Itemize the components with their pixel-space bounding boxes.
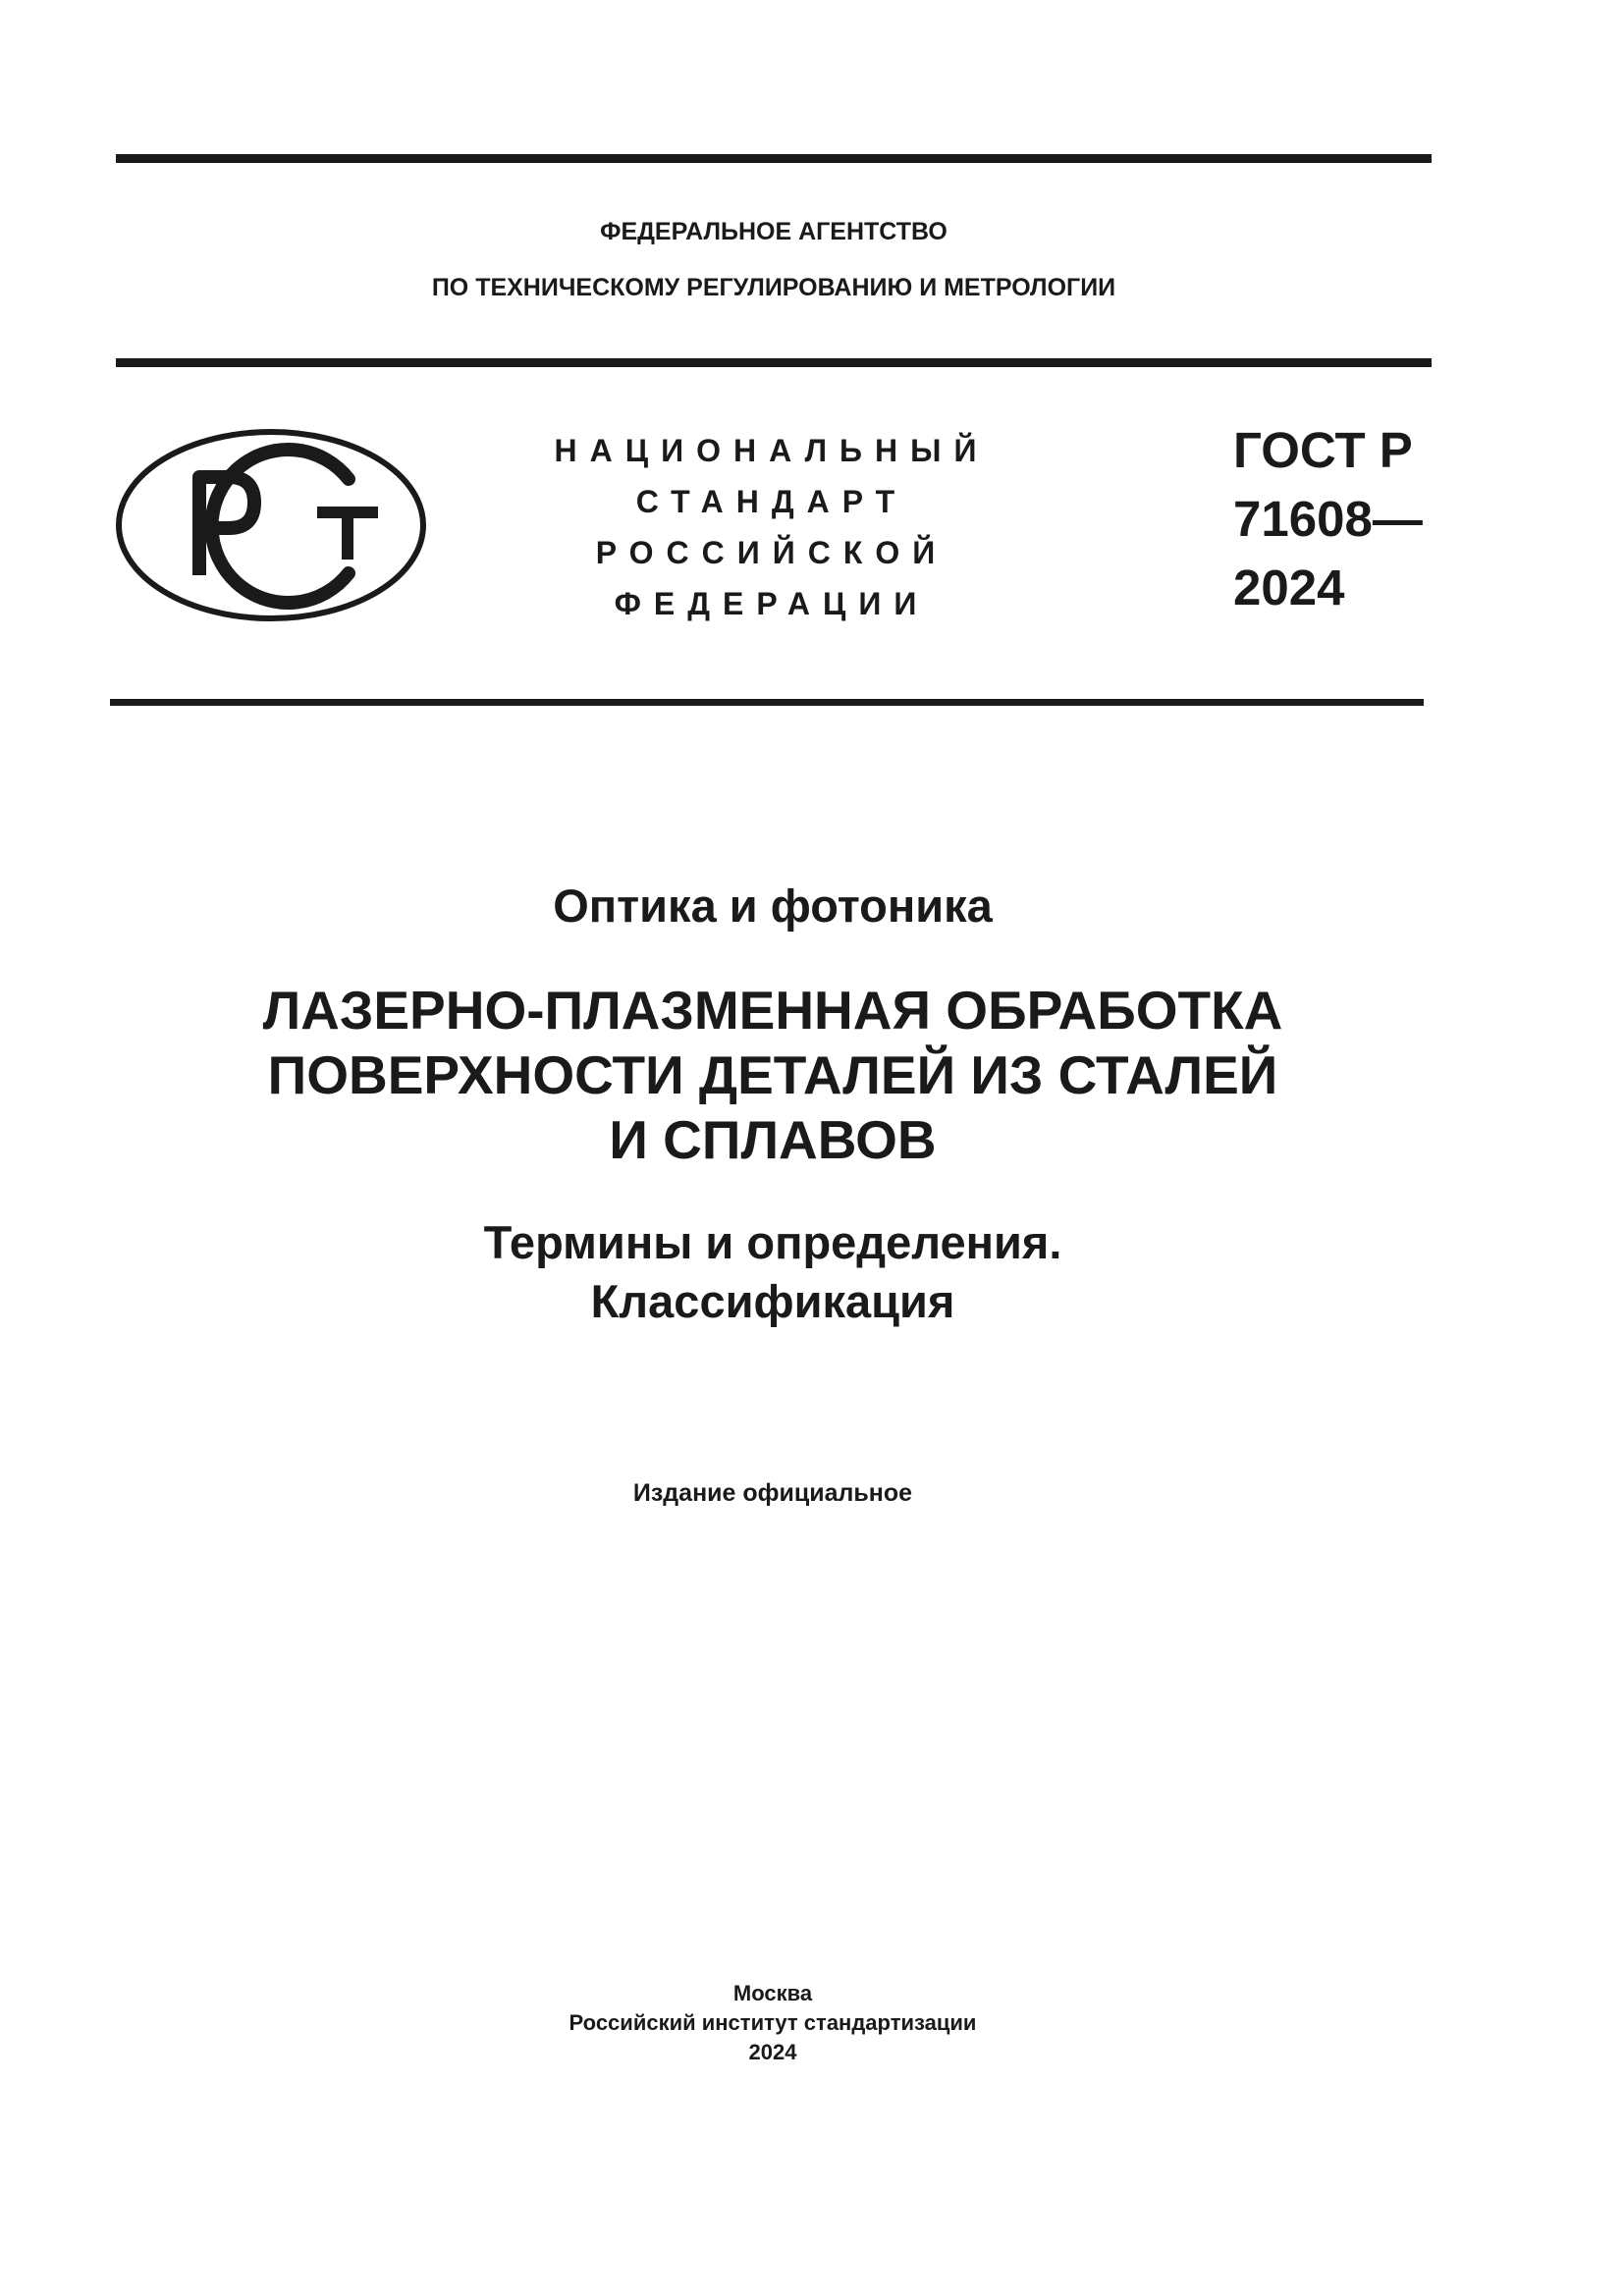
standard-designation bbox=[1233, 416, 1423, 622]
title-line3: И СПЛАВОВ bbox=[609, 1109, 937, 1170]
agency-bottom-rule bbox=[116, 358, 1432, 367]
document-subtitle bbox=[39, 1213, 1506, 1331]
imprint-publisher: Российский институт стандартизации bbox=[568, 2010, 977, 2035]
national-standard-line1: НАЦИОНАЛЬНЫЙ bbox=[554, 433, 990, 468]
title-line2: ПОВЕРХНОСТИ ДЕТАЛЕЙ ИЗ СТАЛЕЙ bbox=[267, 1044, 1278, 1105]
designation-line1: ГОСТ Р bbox=[1233, 422, 1413, 478]
national-standard-line2: СТАНДАРТ bbox=[635, 484, 908, 519]
agency-name-line1: ФЕДЕРАЛЬНОЕ АГЕНТСТВО bbox=[600, 218, 947, 245]
section-heading: Оптика и фотоника bbox=[553, 880, 993, 932]
national-standard-line3: РОССИЙСКОЙ bbox=[595, 535, 948, 570]
subtitle-line1: Термины и определения. bbox=[483, 1216, 1062, 1268]
rst-certification-logo-icon bbox=[115, 428, 427, 622]
designation-line3: 2024 bbox=[1233, 560, 1345, 615]
edition-note: Издание официальное bbox=[632, 1479, 913, 1507]
agency-name-line2: ПО ТЕХНИЧЕСКОМУ РЕГУЛИРОВАНИЮ И МЕТРОЛОГИИ bbox=[431, 274, 1116, 301]
subtitle-line2: Классификация bbox=[590, 1275, 955, 1327]
national-standard-line4: ФЕДЕРАЦИИ bbox=[614, 586, 930, 621]
title-line1: ЛАЗЕРНО-ПЛАЗМЕННАЯ ОБРАБОТКА bbox=[262, 980, 1283, 1041]
header-bottom-rule bbox=[110, 699, 1424, 706]
document-title bbox=[39, 978, 1506, 1172]
imprint-city: Москва bbox=[732, 1981, 813, 2005]
top-rule bbox=[116, 154, 1432, 163]
imprint bbox=[39, 1979, 1506, 2067]
imprint-year: 2024 bbox=[748, 2040, 797, 2064]
designation-line2: 71608— bbox=[1233, 491, 1423, 547]
